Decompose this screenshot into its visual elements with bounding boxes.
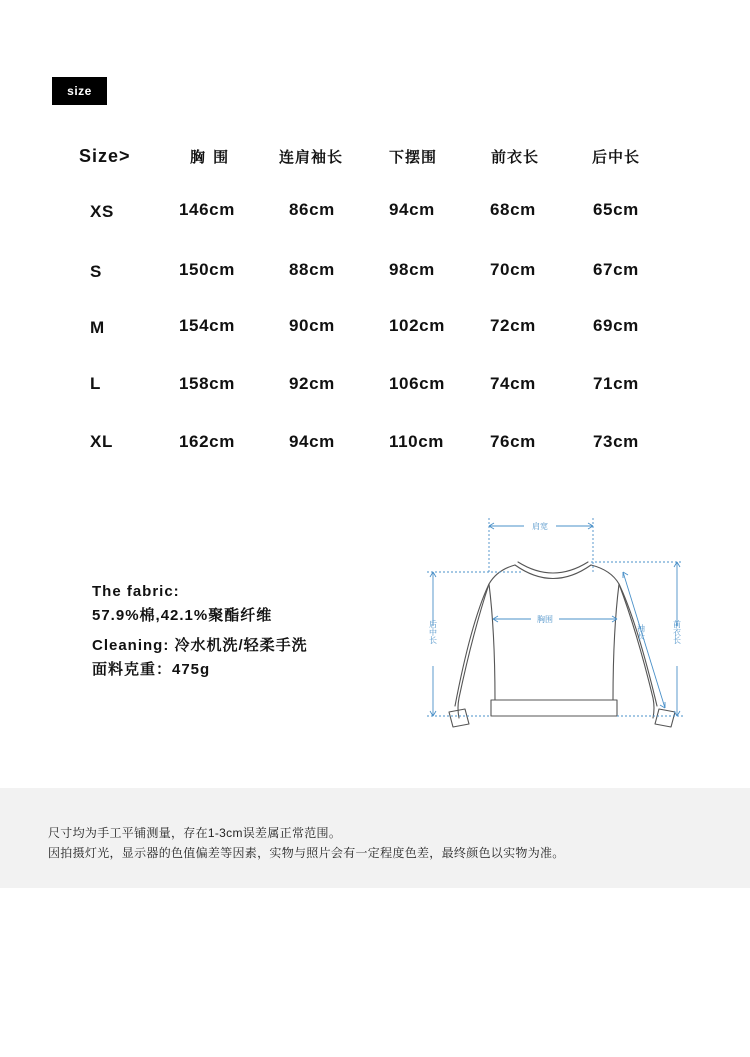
back-length-label: 后中长 [428, 620, 438, 644]
row-sleeve: 92cm [289, 374, 335, 393]
row-back: 65cm [593, 200, 639, 219]
header-chest: 胸 围 [190, 149, 231, 166]
row-back: 73cm [593, 432, 639, 451]
row-sleeve: 94cm [289, 432, 335, 451]
row-chest: 158cm [179, 374, 235, 393]
shoulder-label: 肩宽 [532, 522, 548, 531]
row-front: 76cm [490, 432, 536, 451]
row-back: 69cm [593, 316, 639, 335]
row-chest: 146cm [179, 200, 235, 219]
row-hem: 94cm [389, 200, 435, 219]
front-length-label: 前衣长 [672, 620, 682, 644]
row-chest: 154cm [179, 316, 235, 335]
header-size: Size> [79, 146, 131, 166]
disclaimer-band [0, 788, 750, 888]
row-sleeve: 88cm [289, 260, 335, 279]
sleeve-label: 袖长 [636, 624, 646, 640]
row-front: 72cm [490, 316, 536, 335]
row-size: XL [90, 432, 113, 451]
header-front-length: 前衣长 [491, 149, 540, 166]
row-back: 67cm [593, 260, 639, 279]
row-sleeve: 90cm [289, 316, 335, 335]
row-front: 70cm [490, 260, 536, 279]
fabric-composition: 57.9%棉,42.1%聚酯纤维 [92, 607, 273, 624]
row-size: L [90, 374, 101, 393]
row-front: 68cm [490, 200, 536, 219]
disclaimer-line-1: 尺寸均为手工平铺测量，存在1-3cm误差属正常范围。 [48, 826, 342, 840]
row-chest: 162cm [179, 432, 235, 451]
row-front: 74cm [490, 374, 536, 393]
row-size: S [90, 262, 102, 281]
row-back: 71cm [593, 374, 639, 393]
fabric-info [92, 580, 422, 682]
sleeve-line [623, 572, 665, 708]
row-size: M [90, 318, 105, 337]
header-back-length: 后中长 [592, 149, 641, 166]
row-size: XS [90, 202, 114, 221]
row-hem: 102cm [389, 316, 445, 335]
row-hem: 110cm [389, 432, 444, 451]
fabric-label: The fabric: [92, 583, 180, 600]
size-tag: size [52, 77, 107, 105]
cleaning-instructions: Cleaning: 冷水机洗/轻柔手洗 [92, 637, 308, 654]
sweatshirt-outline [449, 562, 675, 727]
fabric-weight: 面料克重：475g [92, 661, 211, 678]
size-table [0, 0, 750, 470]
header-sleeve-length: 连肩袖长 [279, 149, 344, 166]
row-hem: 106cm [389, 374, 445, 393]
row-chest: 150cm [179, 260, 235, 279]
row-hem: 98cm [389, 260, 435, 279]
row-sleeve: 86cm [289, 200, 335, 219]
disclaimer-line-2: 因拍摄灯光，显示器的色值偏差等因素，实物与照片会有一定程度色差，最终颜色以实物为准。 [48, 846, 565, 860]
chest-label: 胸围 [537, 615, 553, 624]
sweatshirt-measurement-diagram [415, 512, 715, 734]
header-hem: 下摆围 [389, 149, 438, 166]
